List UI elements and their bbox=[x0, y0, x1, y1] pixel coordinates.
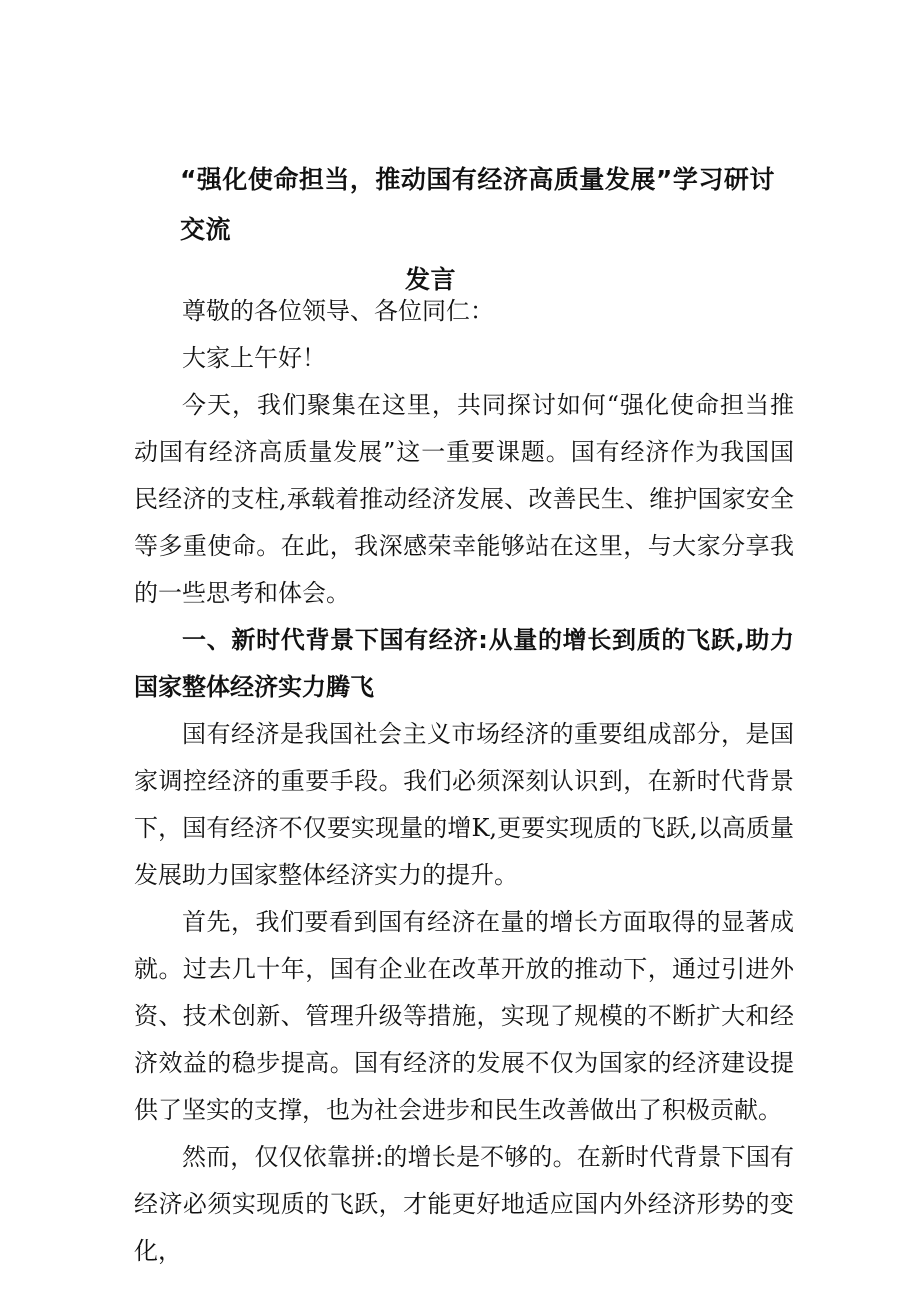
title-line-2: 发言 bbox=[405, 265, 457, 294]
document-title bbox=[180, 155, 800, 305]
body-paragraph: 国有经济是我国社会主义市场经济的重要组成部分，是国家调控经济的重要手段。我们必须深刻认识到，在新时代背景下，国有经济不仅要实现量的增K,更要实现质的飞跃,以高质量发展助力国家整体经济实力的提升。 bbox=[134, 720, 794, 889]
document-body bbox=[134, 288, 794, 1275]
body-paragraph: 然而，仅仅依靠拼:的增长是不够的。在新时代背景下国有经济必须实现质的飞跃，才能更好地适应国内外经济形势的变化， bbox=[134, 1143, 794, 1265]
body-paragraph: 首先，我们要看到国有经济在量的增长方面取得的显著成就。过去几十年，国有企业在改革开放的推动下，通过引进外资、技术创新、管理升级等措施，实现了规模的不断扩大和经济效益的稳步提高。国有经济的发展不仅为国家的经济建设提供了坚实的支撑，也为社会进步和民生改善做出了积极贡献。 bbox=[134, 908, 794, 1124]
title-line-1: “强化使命担当，推动国有经济高质量发展”学习研讨交流 bbox=[180, 165, 775, 244]
greeting: 大家上午好！ bbox=[182, 344, 326, 372]
intro-paragraph: 今天，我们聚集在这里，共同探讨如何“强化使命担当推动国有经济高质量发展”这一重要课题。国有经济作为我国国民经济的支柱,承载着推动经济发展、改善民生、维护国家安全等多重使命。在此，我深感荣幸能够站在这里，与大家分享我的一些思考和体会。 bbox=[134, 391, 794, 607]
salutation: 尊敬的各位领导、各位同仁： bbox=[182, 297, 494, 325]
section-heading-1: 一、新时代背景下国有经济:从量的增长到质的飞跃,助力国家整体经济实力腾飞 bbox=[134, 626, 794, 701]
